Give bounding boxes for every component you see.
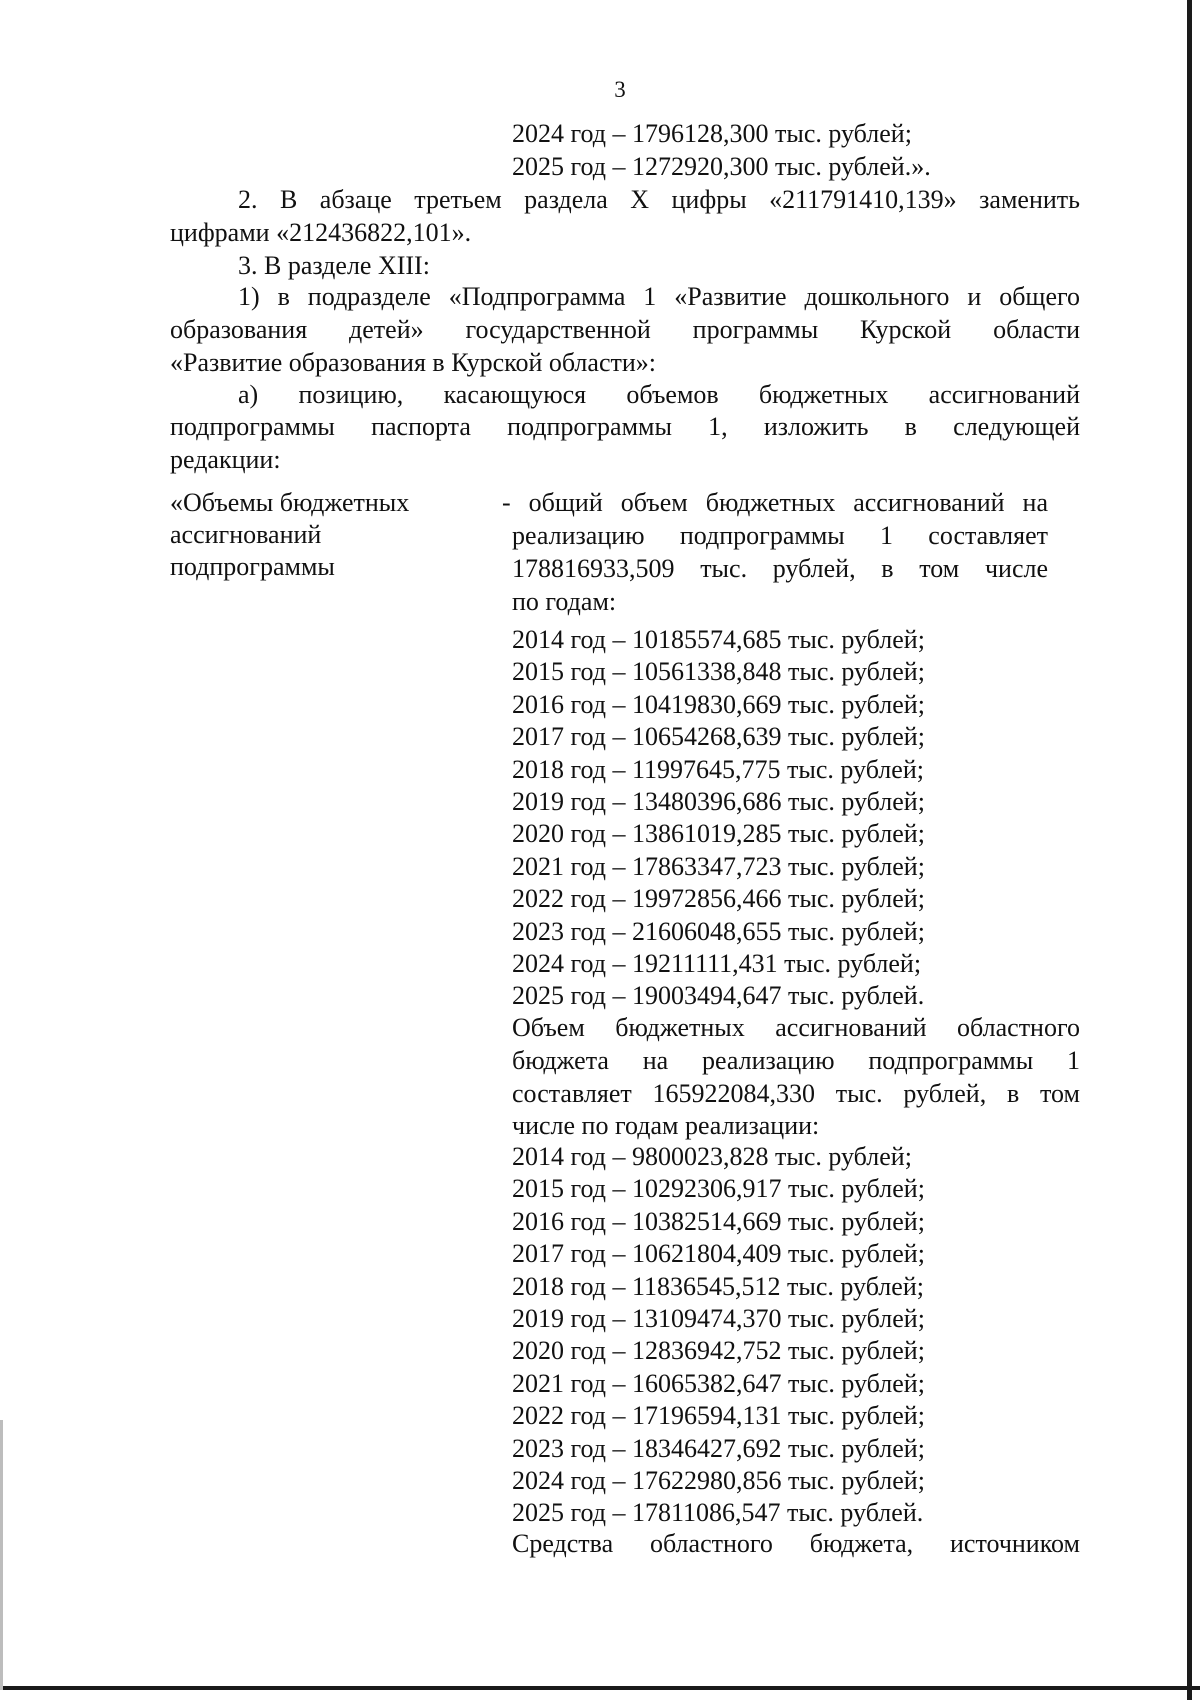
list-item: 2015 год – 10561338,848 тыс. рублей; — [512, 657, 925, 687]
label-line: ассигнований — [170, 520, 322, 549]
item3-suba-line3: редакции: — [170, 445, 281, 474]
top-line-2025: 2025 год – 1272920,300 тыс. рублей.». — [512, 152, 931, 181]
list-item: 2018 год – 11997645,775 тыс. рублей; — [512, 754, 924, 784]
list-item: 2024 год – 17622980,856 тыс. рублей; — [512, 1466, 925, 1496]
label-line: подпрограммы — [170, 552, 335, 581]
passport-row-label — [170, 487, 409, 583]
item3-heading: 3. В разделе XIII: — [238, 251, 430, 280]
total-block-line2: реализацию подпрограммы 1 составляет — [512, 521, 1048, 550]
item3-sub1-line3: «Развитие образования в Курской области»: — [170, 348, 656, 377]
total-block-line4: по годам: — [512, 587, 617, 616]
item3-suba-line1: а) позицию, касающуюся объемов бюджетных ассигнований — [238, 380, 1080, 409]
list-item: 2020 год – 12836942,752 тыс. рублей; — [512, 1336, 925, 1366]
list-item: 2020 год – 13861019,285 тыс. рублей; — [512, 819, 925, 849]
list-item: 2022 год – 17196594,131 тыс. рублей; — [512, 1401, 925, 1431]
last-line: Средства областного бюджета, источником — [512, 1529, 1080, 1558]
total-block-line3: 178816933,509 тыс. рублей, в том числе — [512, 554, 1048, 583]
list-item: 2015 год – 10292306,917 тыс. рублей; — [512, 1174, 925, 1204]
list-item: 2014 год – 9800023,828 тыс. рублей; — [512, 1142, 912, 1171]
list-item: 2023 год – 18346427,692 тыс. рублей; — [512, 1433, 925, 1463]
list-item: 2014 год – 10185574,685 тыс. рублей; — [512, 625, 925, 654]
list-item: 2025 год – 19003494,647 тыс. рублей. — [512, 981, 925, 1011]
list-item: 2019 год – 13480396,686 тыс. рублей; — [512, 787, 925, 817]
item3-sub1-line2: образования детей» государственной программы Курской области — [170, 315, 1080, 344]
list-item: 2022 год – 19972856,466 тыс. рублей; — [512, 884, 925, 914]
total-block-line1: - общий объем бюджетных ассигнований на — [502, 488, 1048, 517]
item2-line1: 2. В абзаце третьем раздела X цифры «211791410,139» заменить — [238, 185, 1080, 214]
total-by-year-list — [512, 624, 925, 1013]
item3-sub1-line1: 1) в подразделе «Подпрограмма 1 «Развитие дошкольного и общего — [238, 282, 1080, 311]
list-item: 2019 год – 13109474,370 тыс. рублей; — [512, 1304, 925, 1334]
item2-line2: цифрами «212436822,101». — [170, 218, 472, 247]
list-item: 2016 год – 10382514,669 тыс. рублей; — [512, 1206, 925, 1236]
regional-block-line2: бюджета на реализацию подпрограммы 1 — [512, 1046, 1080, 1075]
list-item: 2024 год – 19211111,431 тыс. рублей; — [512, 949, 922, 979]
list-item: 2025 год – 17811086,547 тыс. рублей. — [512, 1498, 924, 1528]
top-line-2024: 2024 год – 1796128,300 тыс. рублей; — [512, 119, 912, 148]
list-item: 2017 год – 10621804,409 тыс. рублей; — [512, 1239, 925, 1269]
scan-edge-left — [0, 1420, 3, 1690]
list-item: 2023 год – 21606048,655 тыс. рублей; — [512, 916, 925, 946]
list-item: 2016 год – 10419830,669 тыс. рублей; — [512, 689, 925, 719]
regional-block-line1: Объем бюджетных ассигнований областного — [512, 1013, 1080, 1042]
scan-edge-right — [1187, 0, 1192, 1700]
list-item: 2017 год – 10654268,639 тыс. рублей; — [512, 722, 925, 752]
regional-block-line4: числе по годам реализации: — [512, 1111, 820, 1140]
page-number: 3 — [614, 77, 626, 102]
label-line: «Объемы бюджетных — [170, 488, 410, 517]
list-item: 2021 год – 17863347,723 тыс. рублей; — [512, 851, 925, 881]
regional-by-year-list — [512, 1141, 925, 1530]
list-item: 2021 год – 16065382,647 тыс. рублей; — [512, 1368, 925, 1398]
scan-edge-bottom — [0, 1686, 1200, 1690]
item3-suba-line2: подпрограммы паспорта подпрограммы 1, изложить в следующей — [170, 412, 1080, 441]
list-item: 2018 год – 11836545,512 тыс. рублей; — [512, 1271, 924, 1301]
regional-block-line3: составляет 165922084,330 тыс. рублей, в том — [512, 1079, 1080, 1108]
